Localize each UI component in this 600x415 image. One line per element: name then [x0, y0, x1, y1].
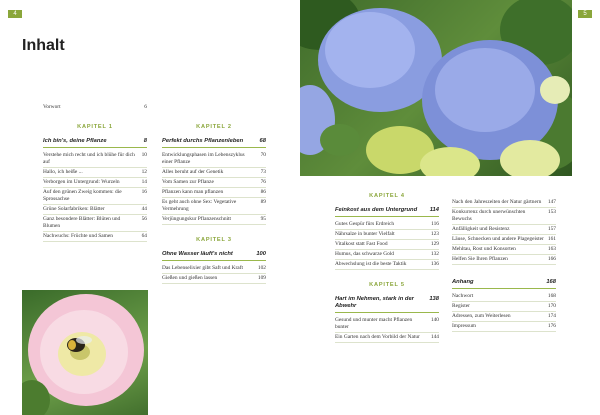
chapter-label: KAPITEL 3 — [196, 237, 232, 243]
chapter-title: Hart im Nehmen, stark in der Abwehr — [335, 296, 414, 309]
chapter-title: Feinkost aus dem Untergrund — [335, 207, 418, 213]
chapter-title: Ich bin's, deine Pflanze — [43, 138, 107, 144]
toc-column-3 — [335, 193, 439, 343]
toc-column-2 — [162, 124, 266, 284]
entry-title: Konkurrenz durch unerwünschten Bewuchs — [452, 209, 526, 222]
entry-title: Pflanzen kann man pflanzen — [162, 189, 224, 195]
entry-title: Gesund und munter macht Pflanzen bunter — [335, 317, 413, 330]
entry-page: 163 — [547, 246, 556, 252]
entry-page: 102 — [257, 265, 266, 271]
entry-page: 16 — [141, 189, 147, 195]
chapter-page: 114 — [429, 207, 439, 213]
entry-page: 10 — [141, 152, 147, 158]
toc-entry[interactable] — [335, 260, 439, 270]
page-number-left: 4 — [8, 10, 22, 18]
toc-entry[interactable] — [452, 255, 556, 265]
entry-title: Ganz besondere Blätter: Blüten und Blumen — [43, 216, 121, 229]
entry-title: Grüne Solarfabriken: Blätter — [43, 206, 105, 212]
chapter-heading[interactable] — [452, 279, 556, 289]
toc-entry[interactable] — [43, 188, 147, 205]
toc-entry[interactable] — [335, 230, 439, 240]
toc-entry[interactable] — [162, 168, 266, 178]
entry-title: Register — [452, 303, 470, 309]
toc-entry[interactable] — [335, 240, 439, 250]
entry-title: Alles beruht auf der Genetik — [162, 169, 224, 175]
entry-page: 89 — [260, 199, 266, 205]
entry-page: 86 — [260, 189, 266, 195]
toc-entry[interactable] — [43, 215, 147, 232]
entry-title: Gießen und gießen lassen — [162, 275, 218, 281]
toc-entry[interactable] — [452, 225, 556, 235]
entry-page: 176 — [547, 323, 556, 329]
chapter-heading[interactable] — [335, 296, 439, 313]
entry-page: 123 — [430, 231, 439, 237]
entry-title: Helfen Sie Ihren Pflanzen — [452, 256, 508, 262]
entry-page: 157 — [547, 226, 556, 232]
toc-entry[interactable] — [452, 302, 556, 312]
entry-page: 170 — [547, 303, 556, 309]
entry-page: 166 — [547, 256, 556, 262]
chapter-heading[interactable] — [335, 207, 439, 217]
toc-entry[interactable] — [452, 245, 556, 255]
entry-title: Nach den Jahreszeiten der Natur gärtnern — [452, 199, 542, 205]
entry-page: 64 — [141, 233, 147, 239]
chapter-title: Ohne Wasser läuft's nicht — [162, 251, 233, 257]
toc-entry-vorwort[interactable] — [43, 103, 147, 112]
toc-entry[interactable] — [162, 151, 266, 168]
entry-title: Vom Samen zur Pflanze — [162, 179, 214, 185]
entry-page: 109 — [257, 275, 266, 281]
chapter-label: KAPITEL 2 — [196, 124, 232, 130]
entry-page: 136 — [430, 261, 439, 267]
toc-entry[interactable] — [162, 178, 266, 188]
entry-page: 144 — [430, 334, 439, 340]
entry-title: Nachwuchs: Früchte und Samen — [43, 233, 113, 239]
entry-page: 116 — [431, 221, 439, 227]
entry-page: 14 — [141, 179, 147, 185]
entry-title: Adressen, zum Weiterlesen — [452, 313, 511, 319]
entry-page: 161 — [547, 236, 556, 242]
chapter-page: 100 — [256, 251, 266, 257]
chapter-label: KAPITEL 4 — [369, 193, 405, 199]
entry-title: Verjüngungskur Pflanzenschnitt — [162, 216, 232, 222]
chapter-heading[interactable] — [162, 251, 266, 261]
toc-entry[interactable] — [43, 232, 147, 242]
toc-entry[interactable] — [335, 250, 439, 260]
entry-title: Humus, das schwarze Gold — [335, 251, 394, 257]
entry-title: Vorwort — [43, 104, 61, 110]
entry-title: Verborgen im Untergrund: Wurzeln — [43, 179, 120, 185]
toc-entry[interactable] — [452, 312, 556, 322]
toc-column-1 — [43, 103, 147, 242]
chapter-title: Anhang — [452, 279, 474, 285]
toc-entry[interactable] — [452, 198, 556, 208]
entry-page: 153 — [547, 209, 556, 215]
entry-title: Nachwort — [452, 293, 474, 299]
toc-entry[interactable] — [162, 215, 266, 225]
chapter-title: Perfekt durchs Pflanzenleben — [162, 138, 244, 144]
entry-page: 70 — [260, 152, 266, 158]
entry-title: Vitalkost statt Fast Food — [335, 241, 388, 247]
entry-title: Nährsalze in bunter Vielfalt — [335, 231, 395, 237]
entry-page: 76 — [260, 179, 266, 185]
entry-page: 147 — [547, 199, 556, 205]
toc-entry[interactable] — [43, 151, 147, 168]
toc-entry[interactable] — [452, 292, 556, 302]
toc-entry[interactable] — [452, 235, 556, 245]
toc-column-4 — [452, 198, 556, 332]
toc-entry[interactable] — [43, 168, 147, 178]
entry-title: Impressum — [452, 323, 476, 329]
entry-title: Hallo, ich heiße ... — [43, 169, 83, 175]
toc-entry[interactable] — [162, 188, 266, 198]
entry-page: 12 — [141, 169, 147, 175]
entry-page: 174 — [547, 313, 556, 319]
entry-page: 168 — [547, 293, 556, 299]
page-number-right: 5 — [578, 10, 592, 18]
toc-entry[interactable] — [452, 322, 556, 332]
toc-entry[interactable] — [335, 316, 439, 333]
hollyhock-bee-photo — [22, 290, 148, 415]
toc-entry[interactable] — [335, 220, 439, 230]
toc-entry[interactable] — [162, 274, 266, 284]
entry-title: Es geht auch ohne Sex: Vegetative Vermehrung — [162, 199, 237, 212]
chapter-page: 138 — [429, 296, 439, 302]
toc-entry[interactable] — [162, 264, 266, 274]
toc-entry[interactable] — [43, 178, 147, 188]
entry-title: Verstehe mich recht und ich blühe für dich auf — [43, 152, 135, 165]
entry-page: 129 — [430, 241, 439, 247]
chapter-page: 8 — [143, 138, 147, 144]
entry-title: Anfälligkeit und Resistenz — [452, 226, 510, 232]
hydrangea-photo — [300, 0, 572, 176]
entry-title: Läuse, Schnecken und andere Plagegeister — [452, 236, 544, 242]
entry-title: Gutes Gespür fürs Erdreich — [335, 221, 395, 227]
entry-page: 140 — [430, 317, 439, 323]
entry-title: Das Lebenselixier gibt Saft und Kraft — [162, 265, 243, 271]
chapter-label: KAPITEL 5 — [369, 282, 405, 288]
entry-title: Ein Garten nach dem Vorbild der Natur — [335, 334, 420, 340]
toc-entry[interactable] — [452, 208, 556, 225]
toc-entry[interactable] — [162, 198, 266, 215]
toc-entry[interactable] — [335, 333, 439, 343]
chapter-page: 68 — [259, 138, 266, 144]
chapter-page: 168 — [546, 279, 556, 285]
entry-title: Auf den grünen Zweig kommen: die Sprossachse — [43, 189, 122, 202]
page-title: Inhalt — [22, 37, 65, 54]
chapter-label: KAPITEL 1 — [77, 124, 113, 130]
entry-page: 56 — [141, 216, 147, 222]
entry-title: Abwechslung ist die beste Taktik — [335, 261, 407, 267]
entry-page: 6 — [144, 104, 147, 110]
entry-title: Mehltau, Rost und Konsorten — [452, 246, 516, 252]
chapter-heading[interactable] — [43, 138, 147, 148]
entry-page: 73 — [260, 169, 266, 175]
entry-title: Entwicklungsphasen im Lebenszyklus einer Pflanze — [162, 152, 245, 165]
entry-page: 95 — [260, 216, 266, 222]
toc-entry[interactable] — [43, 205, 147, 215]
entry-page: 132 — [430, 251, 439, 257]
chapter-heading[interactable] — [162, 138, 266, 148]
entry-page: 44 — [141, 206, 147, 212]
